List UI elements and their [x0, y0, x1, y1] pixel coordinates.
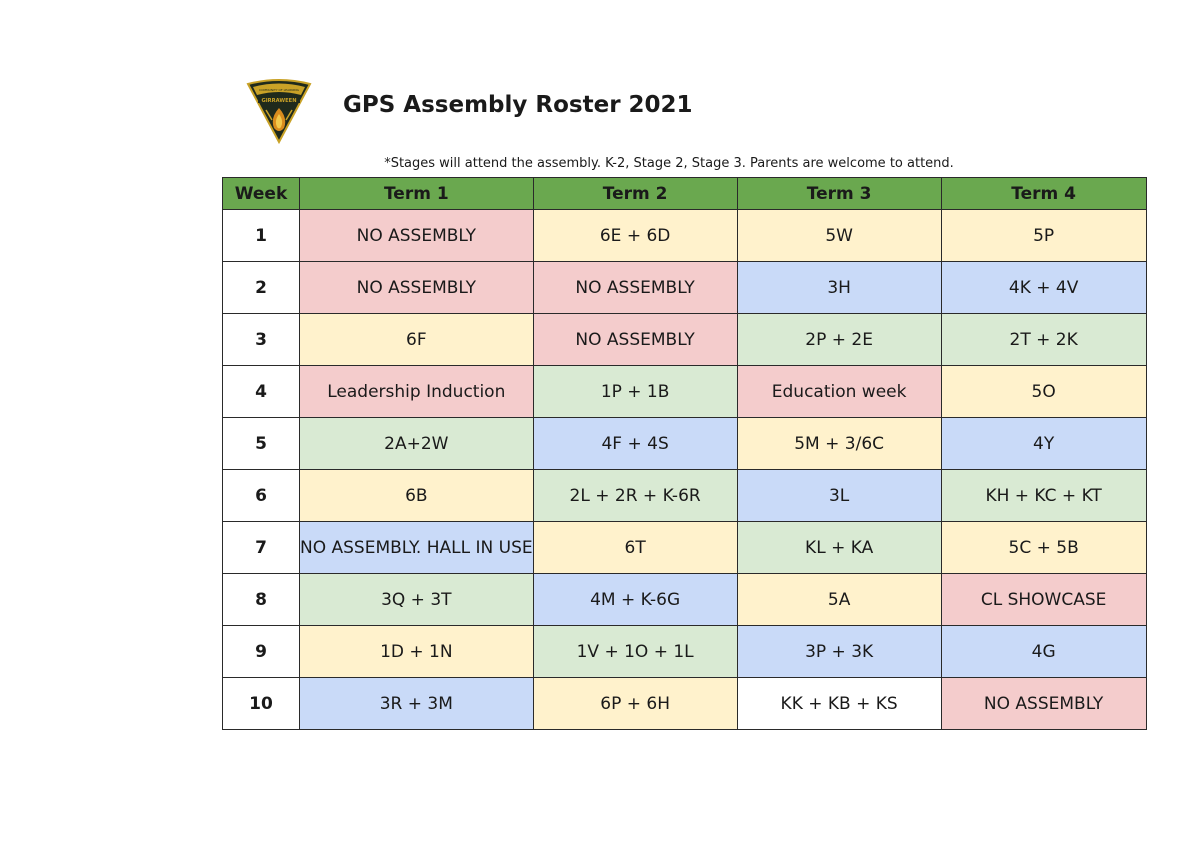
logo-text-band: GIRRAWEEN	[261, 98, 297, 104]
roster-cell: 6E + 6D	[533, 210, 737, 262]
week-number-cell: 5	[223, 418, 300, 470]
assembly-roster-table	[222, 177, 1147, 730]
table-row	[223, 262, 1147, 314]
roster-cell: 5C + 5B	[941, 522, 1146, 574]
table-header-row	[223, 178, 1147, 210]
roster-cell: 2L + 2R + K-6R	[533, 470, 737, 522]
logo-text-top: COMMUNITY OF LEARNING	[258, 88, 300, 92]
roster-cell: Education week	[737, 366, 941, 418]
roster-cell: 3R + 3M	[300, 678, 534, 730]
roster-cell: 4K + 4V	[941, 262, 1146, 314]
table-row	[223, 678, 1147, 730]
roster-cell: 3Q + 3T	[300, 574, 534, 626]
week-number-cell: 6	[223, 470, 300, 522]
column-header-term-3: Term 3	[737, 178, 941, 210]
column-header-week: Week	[223, 178, 300, 210]
roster-cell: CL SHOWCASE	[941, 574, 1146, 626]
table-row	[223, 366, 1147, 418]
roster-cell: 6T	[533, 522, 737, 574]
week-number-cell: 3	[223, 314, 300, 366]
roster-cell: 5O	[941, 366, 1146, 418]
school-logo	[246, 78, 312, 144]
table-row	[223, 574, 1147, 626]
roster-cell: 4M + K-6G	[533, 574, 737, 626]
roster-cell: 4Y	[941, 418, 1146, 470]
roster-cell: 6B	[300, 470, 534, 522]
column-header-term-2: Term 2	[533, 178, 737, 210]
roster-cell: NO ASSEMBLY	[300, 210, 534, 262]
roster-cell: 1P + 1B	[533, 366, 737, 418]
table-row	[223, 314, 1147, 366]
roster-cell: 5W	[737, 210, 941, 262]
roster-cell: KL + KA	[737, 522, 941, 574]
week-number-cell: 7	[223, 522, 300, 574]
week-number-cell: 2	[223, 262, 300, 314]
table-row	[223, 522, 1147, 574]
roster-cell: 5A	[737, 574, 941, 626]
week-number-cell: 8	[223, 574, 300, 626]
roster-cell: 4F + 4S	[533, 418, 737, 470]
roster-cell: NO ASSEMBLY	[533, 262, 737, 314]
roster-cell: 6P + 6H	[533, 678, 737, 730]
table-row	[223, 626, 1147, 678]
roster-cell: 6F	[300, 314, 534, 366]
roster-cell: NO ASSEMBLY	[533, 314, 737, 366]
roster-cell: Leadership Induction	[300, 366, 534, 418]
roster-cell: 1D + 1N	[300, 626, 534, 678]
roster-cell: 5P	[941, 210, 1146, 262]
roster-cell: KK + KB + KS	[737, 678, 941, 730]
roster-cell: KH + KC + KT	[941, 470, 1146, 522]
table-row	[223, 470, 1147, 522]
week-number-cell: 1	[223, 210, 300, 262]
table-row	[223, 418, 1147, 470]
roster-cell: NO ASSEMBLY. HALL IN USE	[300, 522, 534, 574]
attendance-note: *Stages will attend the assembly. K-2, Stage 2, Stage 3. Parents are welcome to attend.	[384, 156, 954, 171]
roster-cell: 2T + 2K	[941, 314, 1146, 366]
roster-cell: NO ASSEMBLY	[941, 678, 1146, 730]
week-number-cell: 9	[223, 626, 300, 678]
week-number-cell: 4	[223, 366, 300, 418]
page-title: GPS Assembly Roster 2021	[343, 92, 693, 118]
table-row	[223, 210, 1147, 262]
column-header-term-1: Term 1	[300, 178, 534, 210]
roster-cell: 5M + 3/6C	[737, 418, 941, 470]
roster-cell: 4G	[941, 626, 1146, 678]
roster-cell: 3P + 3K	[737, 626, 941, 678]
roster-cell: 1V + 1O + 1L	[533, 626, 737, 678]
column-header-term-4: Term 4	[941, 178, 1146, 210]
week-number-cell: 10	[223, 678, 300, 730]
roster-cell: NO ASSEMBLY	[300, 262, 534, 314]
roster-cell: 2A+2W	[300, 418, 534, 470]
roster-cell: 3H	[737, 262, 941, 314]
roster-cell: 3L	[737, 470, 941, 522]
roster-cell: 2P + 2E	[737, 314, 941, 366]
